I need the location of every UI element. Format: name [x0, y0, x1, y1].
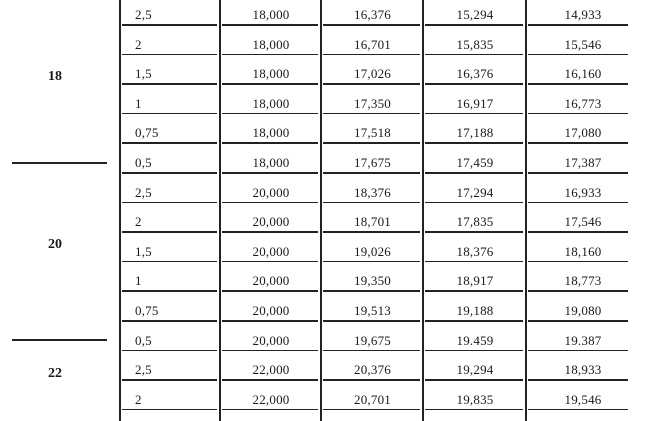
table-cell: 18,000 — [252, 155, 290, 170]
row-rule — [122, 113, 217, 115]
table-cell: 20,376 — [354, 362, 391, 378]
row-rule — [323, 83, 420, 85]
table-cell: 20,000 — [252, 243, 290, 259]
row-rule — [323, 142, 420, 144]
row-rule — [222, 24, 318, 26]
table-cell: 16,933 — [564, 184, 602, 200]
table-cell: 19,546 — [564, 391, 602, 407]
table-cell: 14,933 — [564, 7, 602, 22]
row-rule — [222, 320, 318, 322]
row-rule — [528, 350, 628, 352]
table-cell: 1 — [135, 95, 142, 111]
table-cell: 19,026 — [354, 243, 391, 259]
row-rule — [122, 202, 217, 204]
group-separator — [12, 162, 107, 164]
table-cell: 17,546 — [564, 214, 602, 230]
table-cell: 1 — [135, 273, 142, 289]
table-cell: 2 — [135, 36, 142, 52]
row-rule — [122, 320, 217, 322]
table-cell: 18,376 — [354, 184, 391, 200]
row-rule — [323, 24, 420, 26]
row-rule — [323, 54, 420, 56]
table-cell: 16,917 — [456, 95, 494, 111]
row-rule — [528, 24, 628, 26]
table-cell: 19,294 — [456, 362, 494, 378]
row-rule — [425, 320, 523, 322]
row-rule — [122, 54, 217, 56]
table-cell: 20,000 — [252, 273, 290, 289]
table-cell: 2 — [135, 214, 142, 230]
table-cell: 18,000 — [252, 125, 290, 141]
row-rule — [222, 409, 318, 411]
table-cell: 19,835 — [456, 391, 494, 407]
row-rule — [222, 172, 318, 174]
table-cell: 20,000 — [252, 332, 290, 348]
table-cell: 16,773 — [564, 95, 602, 111]
table-cell: 16,376 — [456, 66, 494, 82]
row-rule — [425, 54, 523, 56]
table-cell: 0,5 — [135, 155, 152, 170]
table-cell: 19,513 — [354, 303, 391, 318]
table-cell: 17,294 — [456, 184, 494, 200]
table-cell: 19,188 — [456, 303, 494, 318]
table-cell: 1,5 — [135, 243, 152, 259]
row-rule — [222, 350, 318, 352]
row-rule — [323, 350, 420, 352]
row-rule — [222, 142, 318, 144]
column-rule — [119, 0, 121, 421]
table-cell: 17,080 — [564, 125, 602, 141]
row-rule — [528, 113, 628, 115]
table-cell: 18,000 — [252, 66, 290, 82]
row-rule — [122, 379, 217, 381]
table-cell: 19,675 — [354, 332, 391, 348]
table-cell: 0,75 — [135, 303, 159, 318]
row-rule — [122, 231, 217, 233]
table-cell: 18,160 — [564, 243, 602, 259]
row-rule — [425, 231, 523, 233]
row-rule — [425, 261, 523, 263]
table-cell: 19.459 — [456, 332, 494, 348]
table-cell: 17,518 — [354, 125, 391, 141]
table-cell: 17,835 — [456, 214, 494, 230]
row-rule — [122, 261, 217, 263]
row-rule — [425, 142, 523, 144]
row-rule — [122, 409, 217, 411]
row-rule — [528, 320, 628, 322]
table-cell: 20,701 — [354, 391, 391, 407]
row-rule — [528, 261, 628, 263]
row-rule — [425, 83, 523, 85]
table-cell: 15,546 — [564, 36, 602, 52]
row-rule — [425, 409, 523, 411]
row-rule — [528, 54, 628, 56]
row-rule — [323, 172, 420, 174]
table-cell: 18,933 — [564, 362, 602, 378]
table-cell: 17,026 — [354, 66, 391, 82]
group-label-22: 22 — [48, 366, 62, 381]
table-cell: 18,376 — [456, 243, 494, 259]
row-rule — [528, 142, 628, 144]
row-rule — [425, 202, 523, 204]
group-separator — [12, 339, 107, 341]
row-rule — [222, 202, 318, 204]
row-rule — [323, 409, 420, 411]
table-cell: 18,917 — [456, 273, 494, 289]
table-cell: 15,294 — [456, 7, 494, 22]
table-cell: 16,160 — [564, 66, 602, 82]
table-cell: 20,000 — [252, 184, 290, 200]
row-rule — [323, 290, 420, 292]
row-rule — [222, 231, 318, 233]
row-rule — [122, 24, 217, 26]
row-rule — [425, 24, 523, 26]
row-rule — [528, 290, 628, 292]
table-cell: 19,080 — [564, 303, 602, 318]
row-rule — [528, 83, 628, 85]
table-cell: 2,5 — [135, 362, 152, 378]
row-rule — [425, 290, 523, 292]
table-cell: 17,350 — [354, 95, 391, 111]
row-rule — [122, 83, 217, 85]
row-rule — [122, 142, 217, 144]
column-rule — [422, 0, 424, 421]
row-rule — [323, 320, 420, 322]
row-rule — [222, 379, 318, 381]
table-cell: 16,701 — [354, 36, 391, 52]
row-rule — [222, 113, 318, 115]
table-cell: 2,5 — [135, 7, 152, 22]
table-cell: 17,675 — [354, 155, 391, 170]
row-rule — [222, 261, 318, 263]
row-rule — [122, 350, 217, 352]
group-label-18: 18 — [48, 69, 62, 84]
table-cell: 16,376 — [354, 7, 391, 22]
row-rule — [528, 409, 628, 411]
row-rule — [528, 231, 628, 233]
row-rule — [222, 290, 318, 292]
row-rule — [222, 83, 318, 85]
column-rule — [525, 0, 527, 421]
row-rule — [323, 202, 420, 204]
row-rule — [425, 172, 523, 174]
table-cell: 18,000 — [252, 36, 290, 52]
table-cell: 19,350 — [354, 273, 391, 289]
table-cell: 15,835 — [456, 36, 494, 52]
table-cell: 1,5 — [135, 66, 152, 82]
row-rule — [323, 231, 420, 233]
row-rule — [425, 379, 523, 381]
row-rule — [122, 290, 217, 292]
table-cell: 17,459 — [456, 155, 494, 170]
table-cell: 22,000 — [252, 391, 290, 407]
table-cell: 2,5 — [135, 184, 152, 200]
group-label-20: 20 — [48, 237, 62, 252]
table-cell: 18,773 — [564, 273, 602, 289]
table-cell: 2 — [135, 391, 142, 407]
table-cell: 19.387 — [564, 332, 602, 348]
table-cell: 17,387 — [564, 155, 602, 170]
column-rule — [320, 0, 322, 421]
row-rule — [323, 261, 420, 263]
table-cell: 18,701 — [354, 214, 391, 230]
table-cell: 20,000 — [252, 214, 290, 230]
row-rule — [528, 202, 628, 204]
table-cell: 0,5 — [135, 332, 152, 348]
row-rule — [222, 54, 318, 56]
row-rule — [425, 350, 523, 352]
row-rule — [122, 172, 217, 174]
table-cell: 17,188 — [456, 125, 494, 141]
column-rule — [219, 0, 221, 421]
table-cell: 22,000 — [252, 362, 290, 378]
table-cell: 18,000 — [252, 95, 290, 111]
row-rule — [323, 113, 420, 115]
table-cell: 0,75 — [135, 125, 159, 141]
row-rule — [425, 113, 523, 115]
row-rule — [323, 379, 420, 381]
table-cell: 20,000 — [252, 303, 290, 318]
table-cell: 18,000 — [252, 7, 290, 22]
row-rule — [528, 172, 628, 174]
row-rule — [528, 379, 628, 381]
